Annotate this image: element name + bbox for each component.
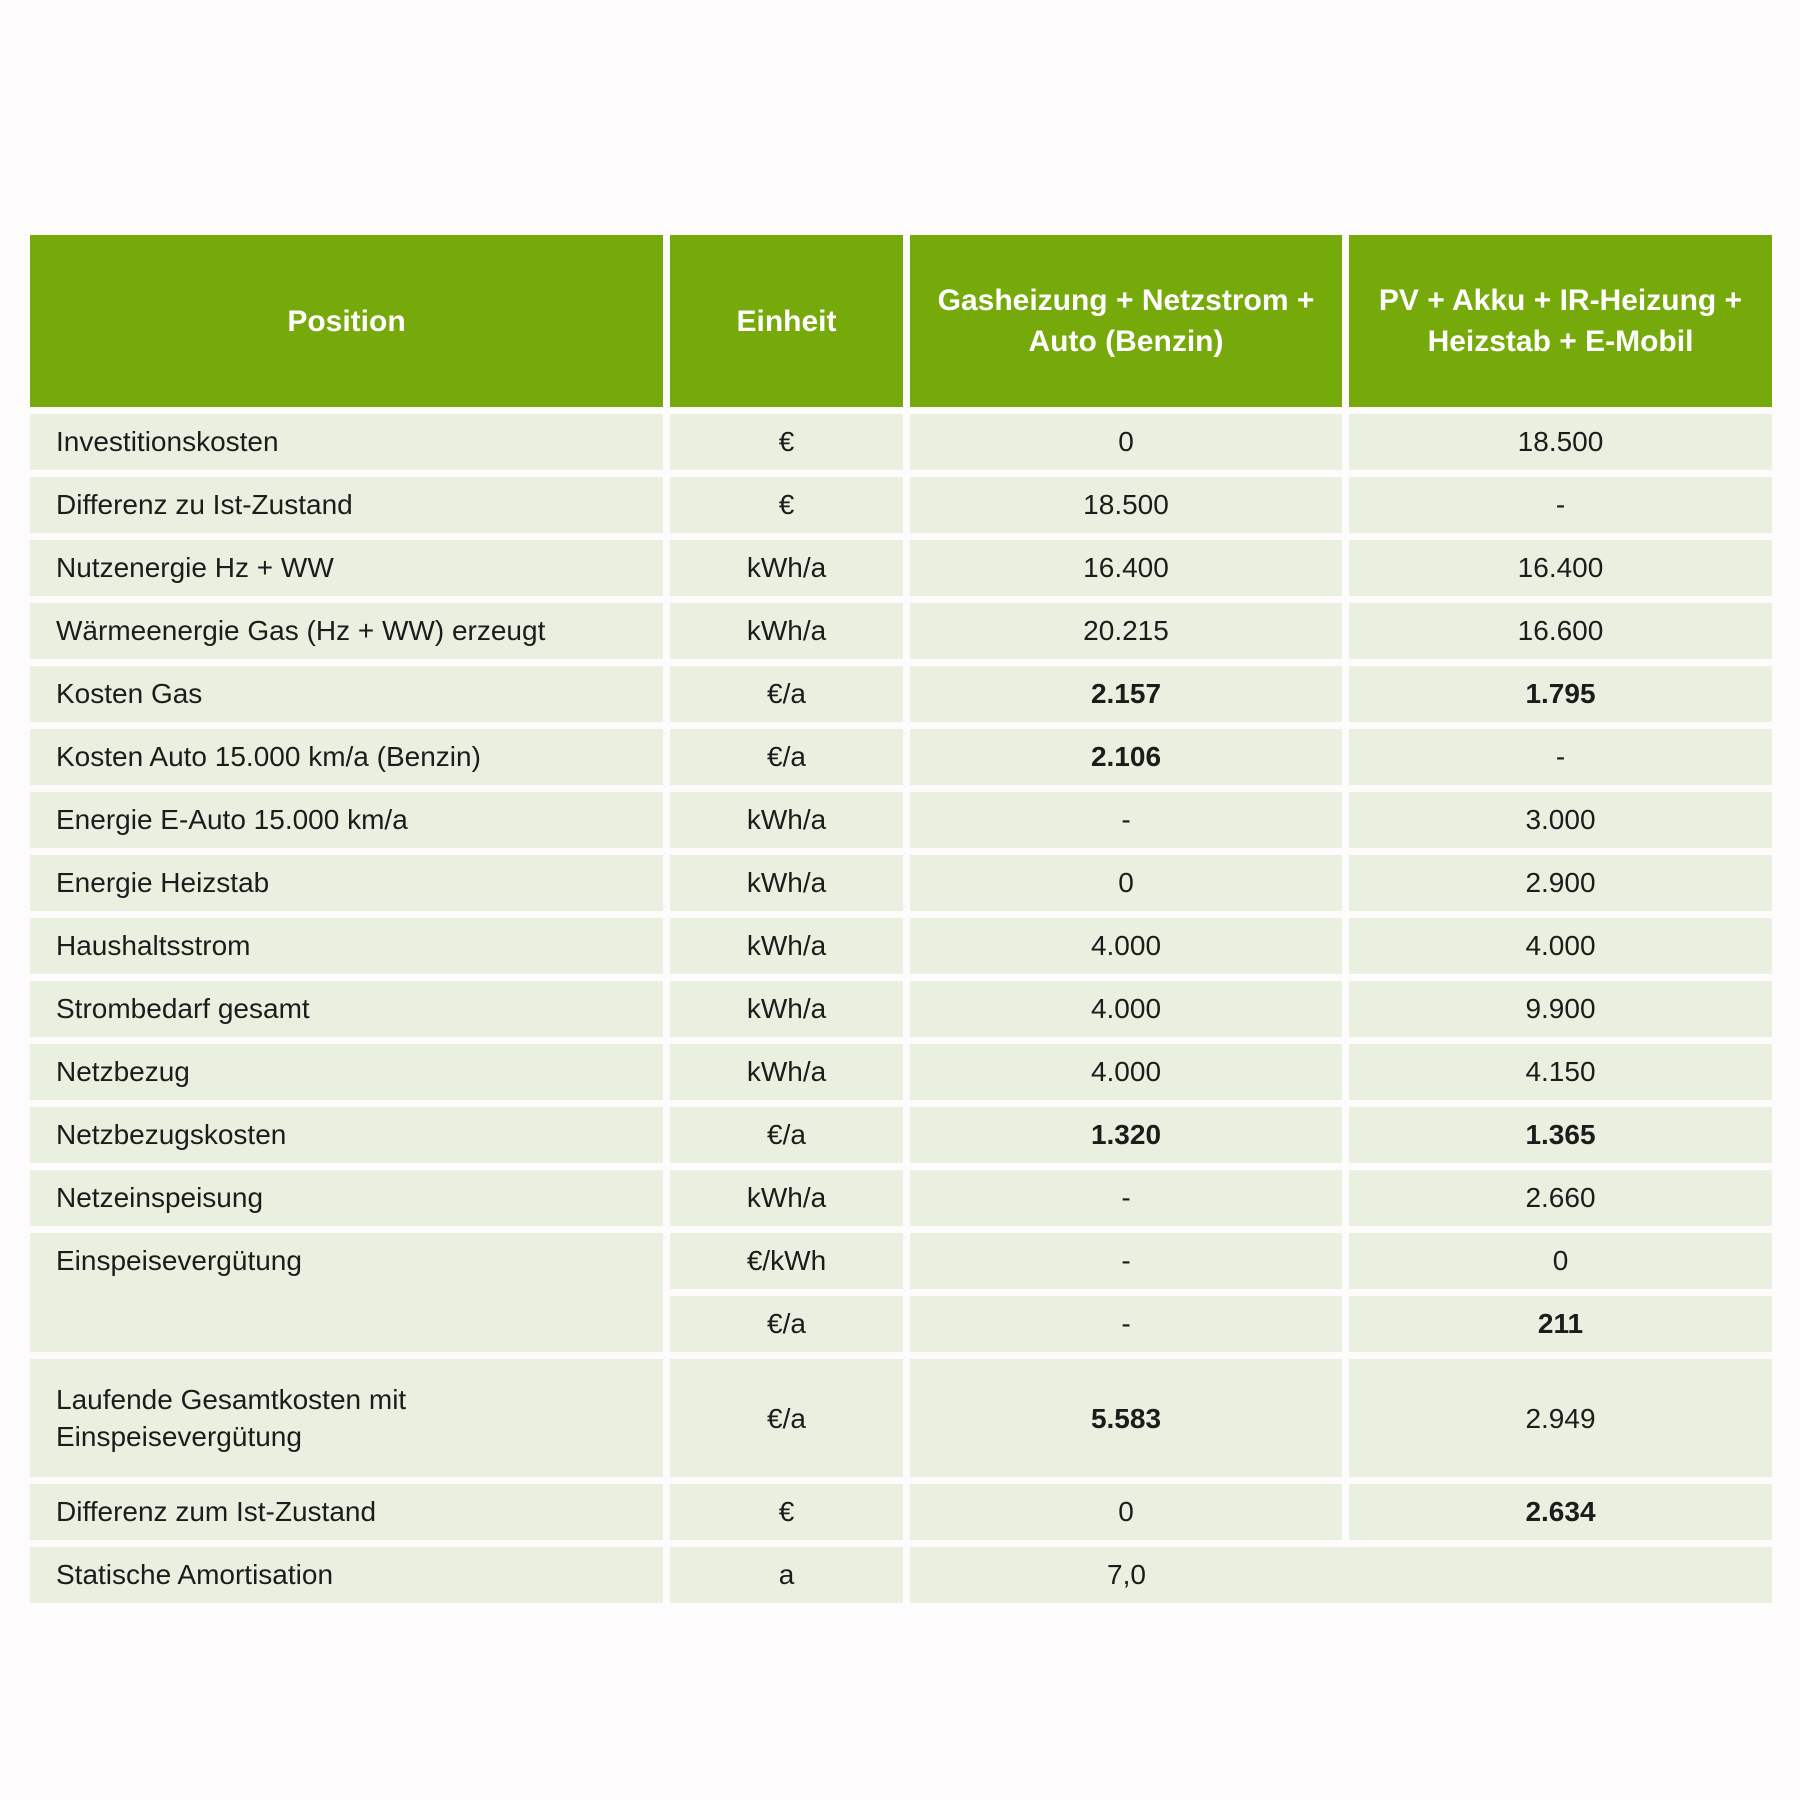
- row-pv-value: 2.900: [1349, 855, 1772, 911]
- row-amortisation-value: 7,0: [910, 1547, 1772, 1603]
- row-gas-value: 4.000: [910, 918, 1342, 974]
- row-position: Netzeinspeisung: [30, 1170, 663, 1226]
- row-gas-value: -: [910, 1296, 1342, 1352]
- table-row: [30, 1044, 1772, 1100]
- header-row: [30, 235, 1772, 407]
- header-unit: Einheit: [670, 235, 903, 407]
- row-gas-value: 18.500: [910, 477, 1342, 533]
- row-position: Energie E-Auto 15.000 km/a: [30, 792, 663, 848]
- row-position: Einspeisevergütung: [30, 1233, 663, 1352]
- table-row: [30, 1547, 1772, 1603]
- table-row: [30, 1170, 1772, 1226]
- row-unit: €: [670, 477, 903, 533]
- header-gas-scenario: [910, 235, 1342, 407]
- row-unit: €/a: [670, 1359, 903, 1477]
- row-unit: kWh/a: [670, 981, 903, 1037]
- row-pv-value: 3.000: [1349, 792, 1772, 848]
- row-gas-value: 1.320: [910, 1107, 1342, 1163]
- row-position: Nutzenergie Hz + WW: [30, 540, 663, 596]
- row-pv-value: -: [1349, 477, 1772, 533]
- table-header: [30, 235, 1772, 407]
- row-position: Statische Amortisation: [30, 1547, 663, 1603]
- row-unit: a: [670, 1547, 903, 1603]
- row-pv-value: 16.600: [1349, 603, 1772, 659]
- header-pv-line-2: Heizstab + E-Mobil: [1427, 325, 1694, 358]
- table-row: [30, 855, 1772, 911]
- row-pv-value: 2.634: [1349, 1484, 1772, 1540]
- row-pv-value: 211: [1349, 1296, 1772, 1352]
- row-gas-value: -: [910, 1170, 1342, 1226]
- table-row: [30, 603, 1772, 659]
- header-gas-line-2: Auto (Benzin): [1028, 325, 1224, 358]
- row-position: Differenz zu Ist-Zustand: [30, 477, 663, 533]
- header-gas-line-1: Gasheizung + Netzstrom +: [937, 284, 1315, 317]
- row-position: Energie Heizstab: [30, 855, 663, 911]
- table-row: [30, 981, 1772, 1037]
- row-pv-value: 4.150: [1349, 1044, 1772, 1100]
- row-position: Strombedarf gesamt: [30, 981, 663, 1037]
- table-row: [30, 1359, 1772, 1477]
- row-pv-value: 1.365: [1349, 1107, 1772, 1163]
- row-gas-value: 16.400: [910, 540, 1342, 596]
- row-unit: kWh/a: [670, 1044, 903, 1100]
- row-position: Kosten Auto 15.000 km/a (Benzin): [30, 729, 663, 785]
- row-gas-value: 2.106: [910, 729, 1342, 785]
- row-gas-value: 4.000: [910, 981, 1342, 1037]
- row-position: Netzbezug: [30, 1044, 663, 1100]
- row-gas-value: 0: [910, 1484, 1342, 1540]
- row-gas-value: 0: [910, 414, 1342, 470]
- row-pv-value: 1.795: [1349, 666, 1772, 722]
- row-position-line-2: Einspeisevergütung: [56, 1421, 302, 1452]
- row-unit: €/kWh: [670, 1233, 903, 1289]
- row-unit: €: [670, 414, 903, 470]
- table-row: [30, 1233, 1772, 1289]
- row-gas-value: 2.157: [910, 666, 1342, 722]
- row-pv-value: -: [1349, 729, 1772, 785]
- row-position: Haushaltsstrom: [30, 918, 663, 974]
- row-position: Netzbezugskosten: [30, 1107, 663, 1163]
- row-pv-value: 2.660: [1349, 1170, 1772, 1226]
- row-unit: kWh/a: [670, 1170, 903, 1226]
- row-position: Wärmeenergie Gas (Hz + WW) erzeugt: [30, 603, 663, 659]
- row-position: Investitionskosten: [30, 414, 663, 470]
- row-unit: €/a: [670, 666, 903, 722]
- table-row: [30, 729, 1772, 785]
- table-row: [30, 1484, 1772, 1540]
- row-unit: kWh/a: [670, 540, 903, 596]
- comparison-table: [23, 228, 1779, 1610]
- table-row: [30, 540, 1772, 596]
- table-row: [30, 1107, 1772, 1163]
- row-unit: €/a: [670, 729, 903, 785]
- header-position: Position: [30, 235, 663, 407]
- row-position: [30, 1359, 663, 1477]
- row-gas-value: -: [910, 792, 1342, 848]
- row-position-line-1: Laufende Gesamtkosten mit: [56, 1384, 407, 1415]
- row-gas-value: 5.583: [910, 1359, 1342, 1477]
- row-gas-value: -: [910, 1233, 1342, 1289]
- table-row: [30, 918, 1772, 974]
- table-row: [30, 666, 1772, 722]
- row-unit: kWh/a: [670, 792, 903, 848]
- row-pv-value: 18.500: [1349, 414, 1772, 470]
- row-pv-value: 9.900: [1349, 981, 1772, 1037]
- row-unit: kWh/a: [670, 603, 903, 659]
- header-pv-line-1: PV + Akku + IR-Heizung +: [1378, 284, 1743, 317]
- row-pv-value: 2.949: [1349, 1359, 1772, 1477]
- row-unit: €: [670, 1484, 903, 1540]
- row-unit: €/a: [670, 1107, 903, 1163]
- header-pv-scenario: [1349, 235, 1772, 407]
- row-position: Differenz zum Ist-Zustand: [30, 1484, 663, 1540]
- row-gas-value: 0: [910, 855, 1342, 911]
- row-pv-value: 16.400: [1349, 540, 1772, 596]
- row-pv-value: 0: [1349, 1233, 1772, 1289]
- row-gas-value: 4.000: [910, 1044, 1342, 1100]
- row-unit: kWh/a: [670, 918, 903, 974]
- row-unit: €/a: [670, 1296, 903, 1352]
- row-unit: kWh/a: [670, 855, 903, 911]
- row-gas-value: 20.215: [910, 603, 1342, 659]
- table-row: [30, 792, 1772, 848]
- row-position: Kosten Gas: [30, 666, 663, 722]
- table-row: [30, 414, 1772, 470]
- row-pv-value: 4.000: [1349, 918, 1772, 974]
- table-body: [30, 414, 1772, 1603]
- table-row: [30, 477, 1772, 533]
